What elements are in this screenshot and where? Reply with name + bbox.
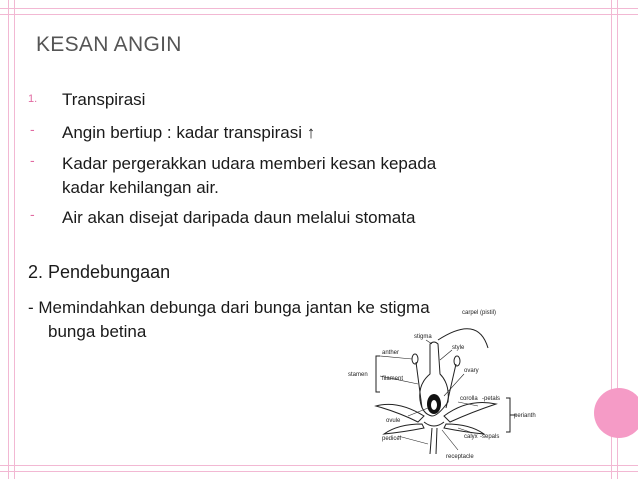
section-text-line1: - Memindahkan debunga dari bunga jantan ke stigma	[28, 298, 430, 317]
list-item-kadar-pergerakkan-line2: kadar kehilangan air.	[62, 178, 219, 197]
label-receptacle: receptacle	[446, 454, 474, 460]
frame-line-top-outer	[0, 8, 638, 9]
label-ovary: ovary	[464, 368, 479, 374]
list-marker-dash: -	[30, 206, 35, 222]
receptacle-shape	[424, 422, 444, 426]
decorative-pink-circle	[594, 388, 638, 438]
frame-line-bottom-inner	[0, 465, 638, 466]
list-item-air-disejat: Air akan disejat daripada daun melalui stomata	[62, 208, 416, 227]
list-marker-dash: -	[30, 121, 35, 137]
label-corolla: corolla	[460, 396, 478, 402]
label-stamen: stamen	[348, 372, 368, 378]
label-stigma: stigma	[414, 334, 432, 340]
label-filament: filament	[382, 376, 404, 382]
label-anther: anther	[382, 350, 400, 356]
flower-diagram	[338, 304, 543, 464]
frame-line-left-inner	[14, 0, 15, 479]
anther-shape	[412, 354, 418, 364]
frame-line-bottom-outer	[0, 471, 638, 472]
label-sepals: -sepals	[480, 434, 500, 440]
stamen-bracket	[376, 356, 380, 392]
frame-line-top-inner	[0, 14, 638, 15]
perianth-bracket	[506, 398, 510, 432]
list-item-kadar-pergerakkan-line1: Kadar pergerakkan udara memberi kesan kepada	[62, 154, 437, 173]
filament-shape	[416, 362, 422, 408]
label-perianth: perianth	[514, 413, 536, 419]
list-item-angin-bertiup: Angin bertiup : kadar transpirasi ↑	[62, 123, 316, 142]
section-heading-pendebungaan: 2. Pendebungaan	[28, 262, 171, 282]
label-carpel: carpel (pistil)	[462, 310, 497, 316]
frame-line-left-outer	[8, 0, 9, 479]
list-marker-number: 1.	[28, 93, 38, 105]
label-style: style	[452, 345, 465, 351]
label-pedicel: pedicel	[382, 436, 402, 442]
sepal-shape	[384, 424, 424, 434]
slide-title: KESAN ANGIN	[36, 33, 182, 56]
label-calyx: calyx	[464, 434, 478, 440]
pedicel-shape	[430, 428, 432, 454]
ovule-shape	[431, 400, 437, 410]
anther-shape	[454, 356, 460, 366]
list-item-transpirasi: Transpirasi	[62, 90, 146, 109]
label-ovule: ovule	[386, 418, 401, 424]
list-marker-dash: -	[30, 152, 35, 168]
label-petals: -petals	[482, 396, 501, 402]
section-text-line2: bunga betina	[48, 322, 147, 341]
sepal-shape	[444, 424, 484, 434]
petal-shape	[444, 403, 496, 423]
pedicel-shape	[436, 428, 437, 454]
